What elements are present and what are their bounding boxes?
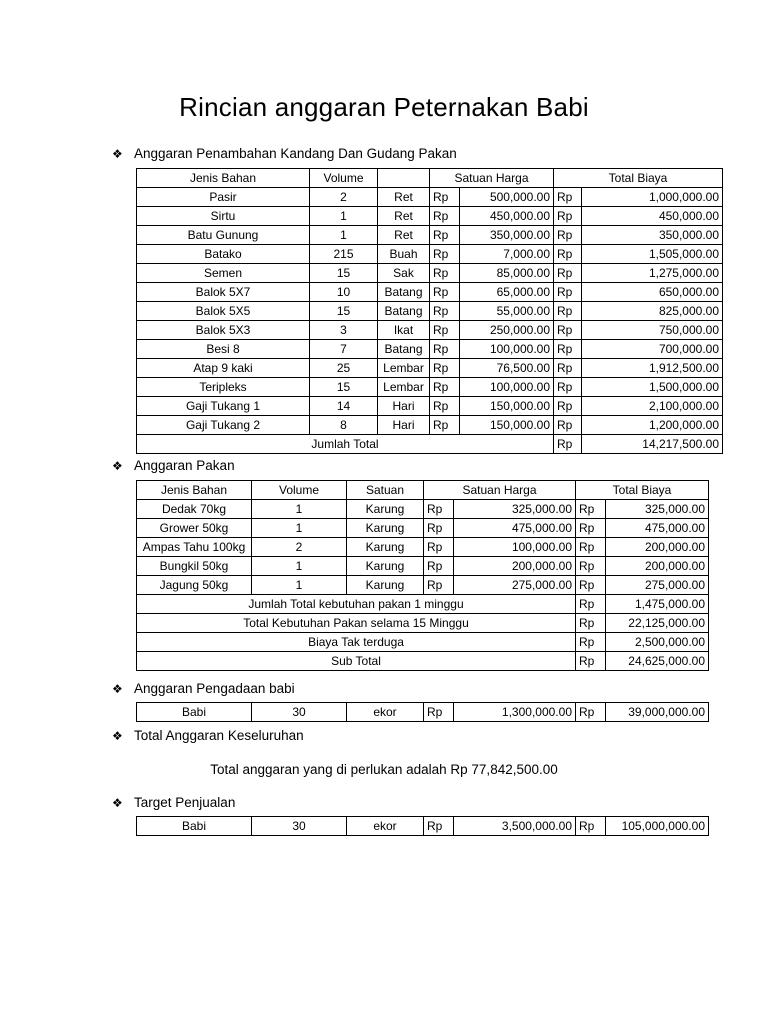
table-row: Batu Gunung 1 Ret Rp 350,000.00 Rp 350,000.00 [137,226,723,245]
table-row: Balok 5X3 3 Ikat Rp 250,000.00 Rp 750,000.00 [137,321,723,340]
header-jenis: Jenis Bahan [137,481,252,500]
table-row: Semen 15 Sak Rp 85,000.00 Rp 1,275,000.00 [137,264,723,283]
page-title: Rincian anggaran Peternakan Babi [179,92,589,122]
diamond-bullet-icon: ❖ [112,682,123,696]
table-header-row [137,481,709,500]
table-row: Atap 9 kaki 25 Lembar Rp 76,500.00 Rp 1,912,500.00 [137,359,723,378]
diamond-bullet-icon: ❖ [112,147,123,161]
header-jenis: Jenis Bahan [137,169,310,188]
table-row: Dedak 70kg 1 Karung Rp 325,000.00 Rp 325,000.00 [137,500,709,519]
table-row: Pasir 2 Ret Rp 500,000.00 Rp 1,000,000.00 [137,188,723,207]
table-row: Balok 5X5 15 Batang Rp 55,000.00 Rp 825,000.00 [137,302,723,321]
section-heading-keseluruhan: ❖ Total Anggaran Keseluruhan [112,728,304,743]
section-heading-pakan: ❖ Anggaran Pakan [112,458,235,473]
section-heading-pengadaan: ❖ Anggaran Pengadaan babi [112,681,295,696]
header-harga: Satuan Harga [430,169,554,188]
diamond-bullet-icon: ❖ [112,796,123,810]
pakan-table [136,480,709,671]
section-heading-kandang: ❖ Anggaran Penambahan Kandang Dan Gudang Pakan [112,146,457,161]
table-row: Babi 30 ekor Rp 1,300,000.00 Rp 39,000,000.00 [137,703,709,722]
table-row: Sirtu 1 Ret Rp 450,000.00 Rp 450,000.00 [137,207,723,226]
table-row: Balok 5X7 10 Batang Rp 65,000.00 Rp 650,000.00 [137,283,723,302]
table-row: Besi 8 7 Batang Rp 100,000.00 Rp 700,000.00 [137,340,723,359]
table-row: Bungkil 50kg 1 Karung Rp 200,000.00 Rp 200,000.00 [137,557,709,576]
table-row: Gaji Tukang 2 8 Hari Rp 150,000.00 Rp 1,200,000.00 [137,416,723,435]
header-volume: Volume [252,481,347,500]
table-row: Gaji Tukang 1 14 Hari Rp 150,000.00 Rp 2,100,000.00 [137,397,723,416]
table-row: Grower 50kg 1 Karung Rp 475,000.00 Rp 475,000.00 [137,519,709,538]
header-total: Total Biaya [576,481,709,500]
table-row: Teripleks 15 Lembar Rp 100,000.00 Rp 1,500,000.00 [137,378,723,397]
pengadaan-table [136,702,709,722]
header-unit [378,169,430,188]
table-row: Ampas Tahu 100kg 2 Karung Rp 100,000.00 Rp 200,000.00 [137,538,709,557]
diamond-bullet-icon: ❖ [112,459,123,473]
header-volume: Volume [310,169,378,188]
section-heading-penjualan: ❖ Target Penjualan [112,795,236,810]
header-satuan: Satuan [347,481,424,500]
penjualan-table [136,816,709,836]
diamond-bullet-icon: ❖ [112,729,123,743]
table-header-row [137,169,723,188]
kandang-table [136,168,723,454]
table-row: Babi 30 ekor Rp 3,500,000.00 Rp 105,000,000.00 [137,817,709,836]
header-harga: Satuan Harga [424,481,576,500]
table-row: Batako 215 Buah Rp 7,000.00 Rp 1,505,000.00 [137,245,723,264]
summary-row: Sub Total Rp 24,625,000.00 [137,652,709,671]
header-total: Total Biaya [554,169,723,188]
summary-row: Jumlah Total kebutuhan pakan 1 minggu Rp 1,475,000.00 [137,595,709,614]
grand-total-text: Total anggaran yang di perlukan adalah Rp 77,842,500.00 [210,762,558,777]
summary-row: Total Kebutuhan Pakan selama 15 Minggu Rp 22,125,000.00 [137,614,709,633]
summary-row: Biaya Tak terduga Rp 2,500,000.00 [137,633,709,652]
total-row: Jumlah Total Rp 14,217,500.00 [137,435,723,454]
table-row: Jagung 50kg 1 Karung Rp 275,000.00 Rp 275,000.00 [137,576,709,595]
